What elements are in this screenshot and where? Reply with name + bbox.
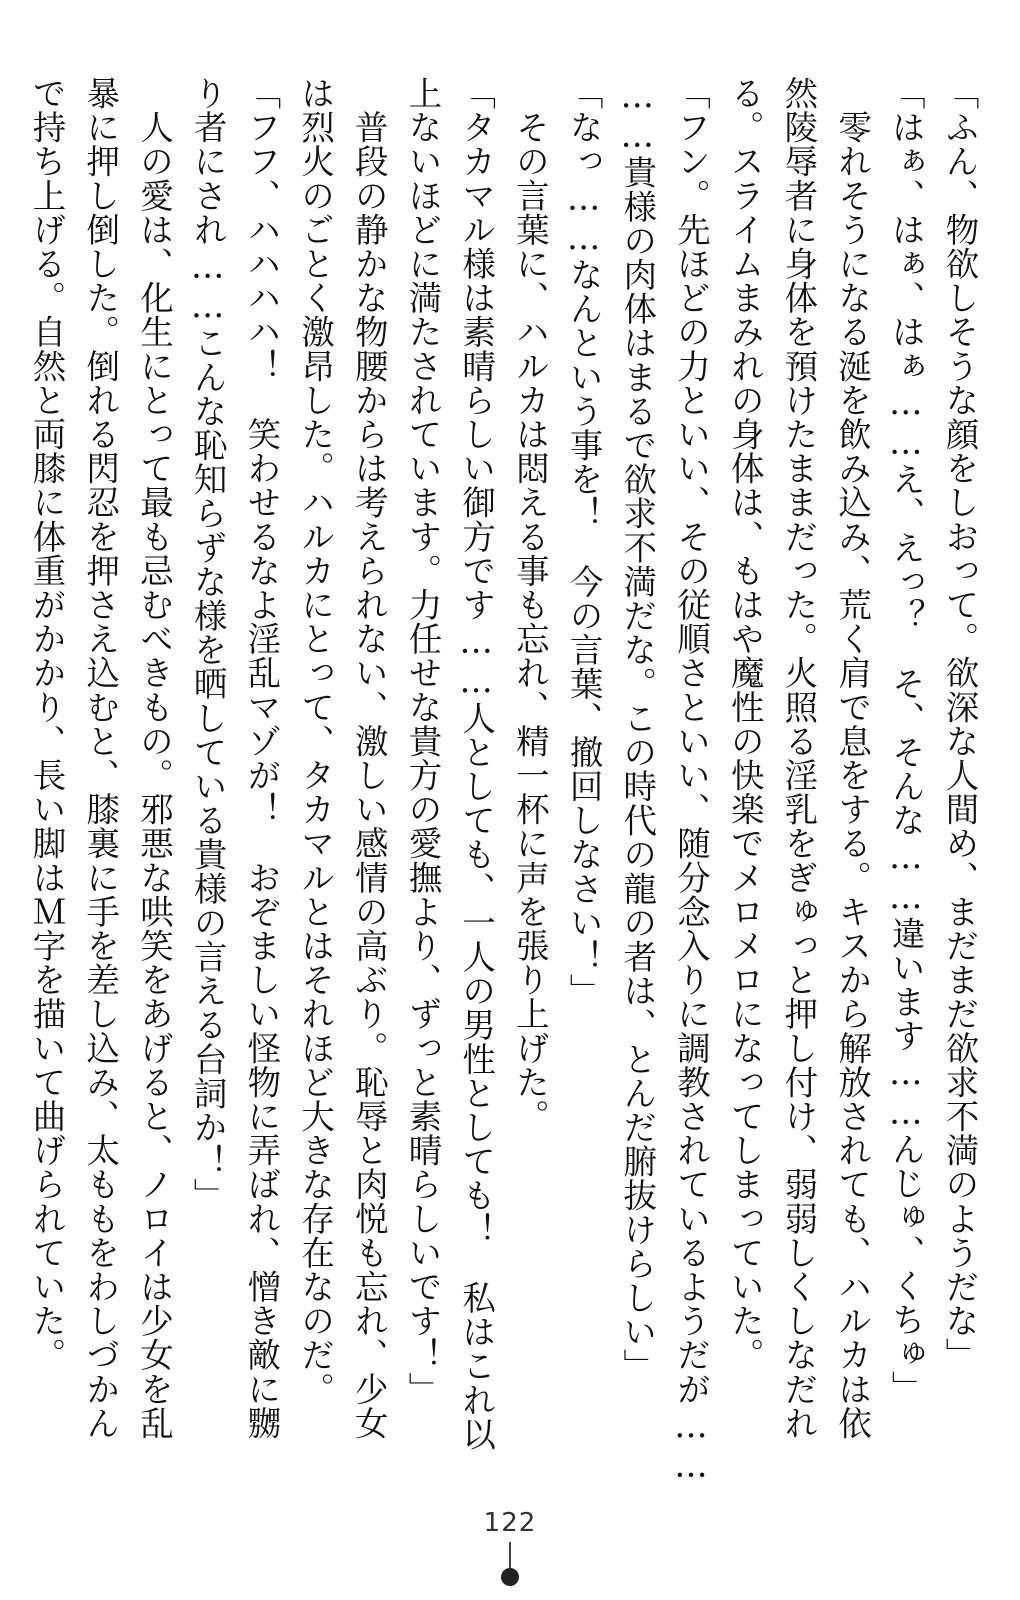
page-number: 122 [483, 1508, 537, 1538]
text-line: 「はぁ、はぁ、はぁ……え、えっ？ そ、そんな……違います……んじゅ、くちゅ」 [886, 76, 926, 1405]
text-line: 上ないほどに満たされています。力任せな貴方の愛撫より、ずっと素晴らしいです！」 [402, 76, 442, 1406]
text-line: 零れそうになる涎を飲み込み、荒く肩で息をする。キスから解放されても、ハルカは依 [832, 76, 872, 1440]
text-line: ……貴様の肉体はまるで欲求不満だな。この時代の龍の者は、とんだ腑抜けらしい」 [617, 76, 657, 1383]
text-line: 暴に押し倒した。倒れる閃忍を押さえ込むと、膝裏に手を差し込み、太ももをわしづかん [80, 76, 120, 1440]
text-line: で持ち上げる。自然と両膝に体重がかかり、長い脚はＭ字を描いて曲げられていた。 [27, 76, 67, 1372]
text-line: る。スライムまみれの身体は、もはや魔性の快楽でメロメロになってしまっていた。 [725, 76, 765, 1372]
text-line: 人の愛は、化生にとって最も忌むべきもの。邪悪な哄笑をあげると、ノロイは少女を乱 [134, 76, 174, 1440]
text-line: 「なっ……なんという事を！ 今の言葉、撤回しなさい！」 [564, 76, 604, 1008]
text-line: その言葉に、ハルカは悶える事も忘れ、精一杯に声を張り上げた。 [510, 76, 550, 1134]
text-line: は烈火のごとく激昂した。ハルカにとって、タカマルとはそれほど大きな存在なのだ。 [295, 76, 335, 1406]
vertical-text-block [27, 76, 986, 1496]
text-line: 「フン。先ほどの力といい、その従順さといい、随分念入りに調教されているようだが…… [671, 76, 711, 1486]
text-line: 「フフ、ハハハハ！ 笑わせるなよ淫乱マゾが！ おぞましい怪物に弄ばれ、憎き敵に嬲 [241, 76, 281, 1440]
text-line: 普段の静かな物腰からは考えられない、激しい感情の高ぶり。恥辱と肉悦も忘れ、少女 [349, 76, 389, 1440]
text-line: 然陵辱者に身体を預けたままだった。火照る淫乳をぎゅっと押し付け、弱弱しくしなだれ [778, 76, 818, 1440]
text-line: り者にされ……こんな恥知らずな様を晒している貴様の言える台詞か！」 [188, 76, 228, 1213]
page-number-dot-icon [501, 1568, 519, 1586]
text-line: 「タカマル様は素晴らしい御方です……人としても、一人の男性としても！ 私はこれ以 [456, 76, 496, 1451]
text-line: 「ふん、物欲しそうな顔をしおって。欲深な人間め、まだまだ欲求不満のようだな」 [940, 76, 979, 1372]
